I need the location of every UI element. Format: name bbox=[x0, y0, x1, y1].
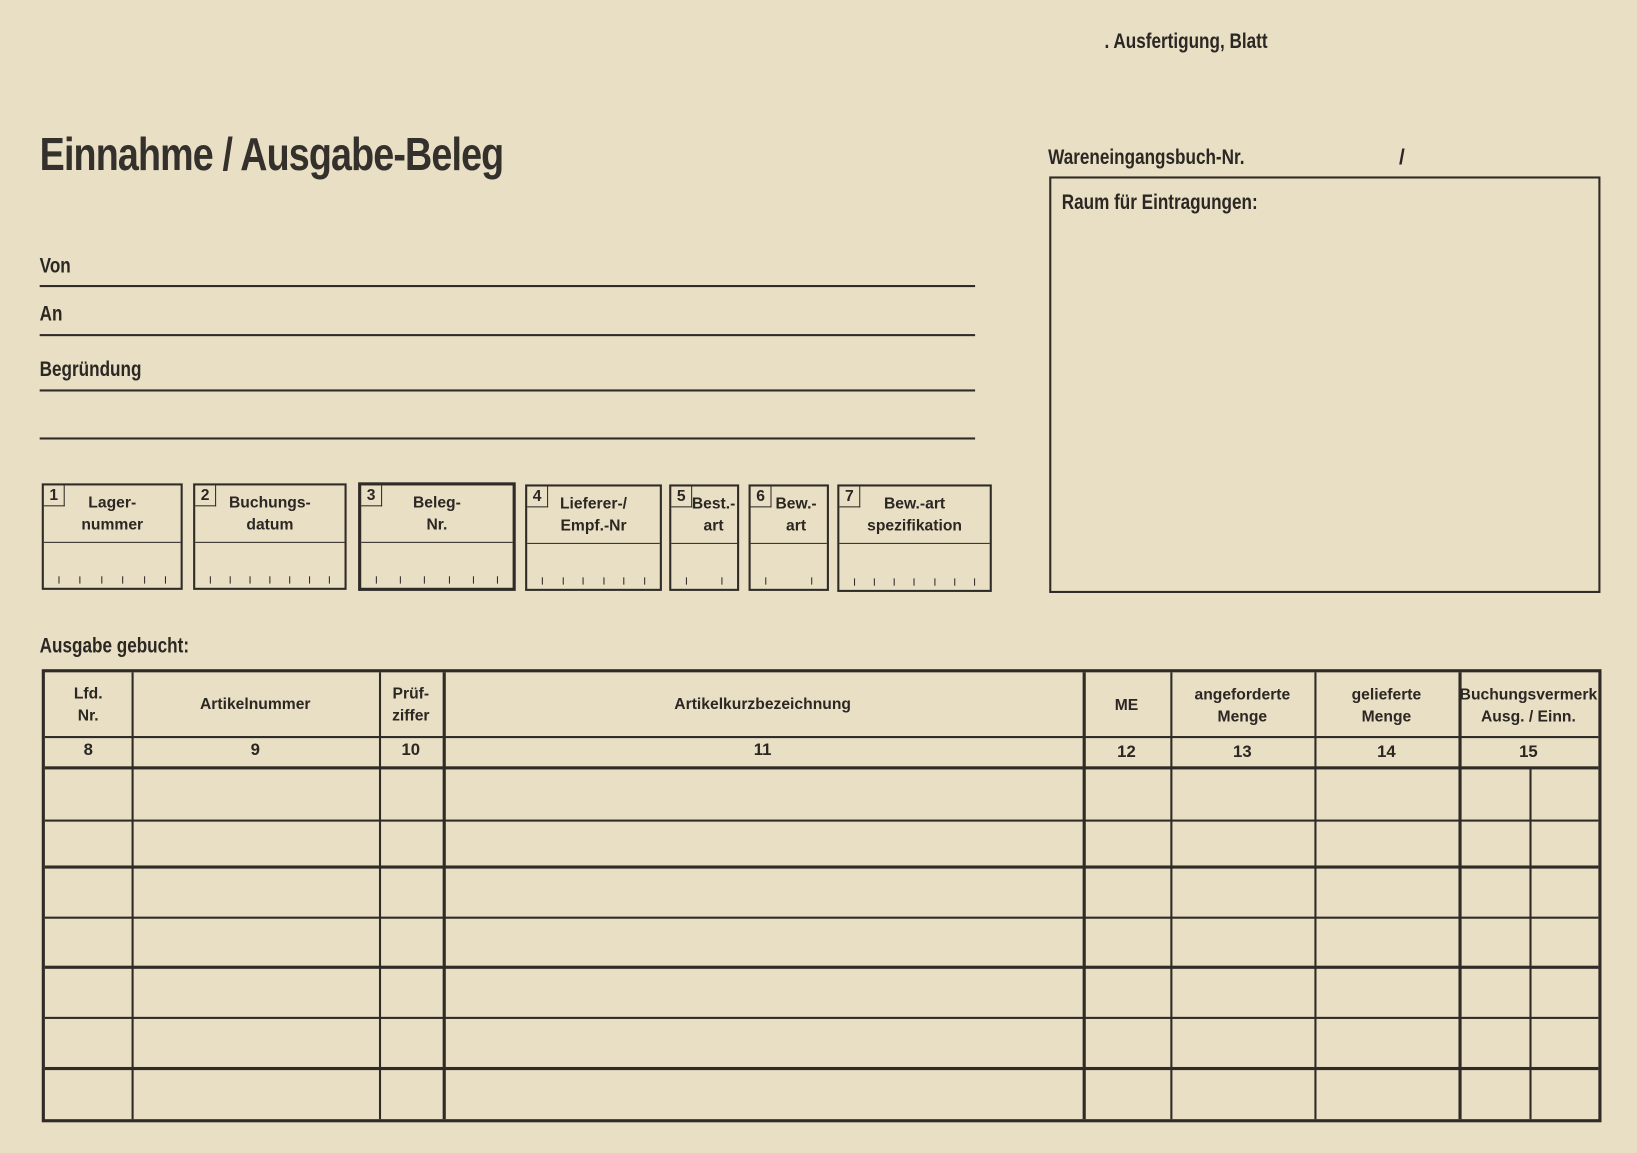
an-field-line[interactable] bbox=[40, 334, 975, 336]
wareneingangsbuch-label: Wareneingangsbuch-Nr. bbox=[1048, 146, 1245, 170]
box-number: 4 bbox=[527, 487, 548, 508]
header-pruefziffer: Prüf- ziffer bbox=[392, 684, 430, 725]
box-bewart-spezifikation[interactable] bbox=[837, 484, 992, 592]
box-label: Best.- art bbox=[691, 494, 736, 535]
header-lfd-nr: Lfd. Nr. bbox=[73, 684, 103, 725]
table-row[interactable] bbox=[45, 822, 1598, 866]
an-label: An bbox=[39, 302, 63, 326]
begruendung-field-line-2[interactable] bbox=[40, 437, 975, 439]
header-artikelkurzbezeichnung: Artikelkurzbezeichnung bbox=[674, 695, 851, 714]
box-lagernummer[interactable] bbox=[42, 483, 183, 589]
table-row[interactable] bbox=[45, 1019, 1598, 1067]
eintragungen-box[interactable] bbox=[1049, 176, 1600, 593]
box-number: 6 bbox=[751, 487, 772, 508]
box-bewart[interactable] bbox=[749, 484, 829, 590]
column-number: 9 bbox=[250, 741, 260, 759]
box-buchungsdatum[interactable] bbox=[193, 483, 346, 589]
header-angeforderte-menge: angeforderte Menge bbox=[1194, 685, 1291, 726]
box-belegnr[interactable] bbox=[358, 482, 516, 591]
box-label: Beleg- Nr. bbox=[412, 493, 461, 534]
eintragungen-label: Raum für Eintragungen: bbox=[1061, 191, 1258, 215]
box-number: 3 bbox=[361, 485, 382, 506]
box-label: Bew.- art bbox=[775, 494, 817, 535]
header-buchungsvermerk: Buchungsvermerk Ausg. / Einn. bbox=[1459, 685, 1598, 726]
table-row[interactable] bbox=[45, 919, 1598, 966]
box-label: Lieferer-/ Empf.-Nr bbox=[559, 494, 628, 535]
table-row[interactable] bbox=[45, 768, 1598, 819]
table-row[interactable] bbox=[45, 869, 1598, 917]
artikel-table bbox=[42, 669, 1602, 1122]
ausgabe-gebucht-label: Ausgabe gebucht: bbox=[39, 634, 190, 658]
column-number: 15 bbox=[1519, 743, 1538, 762]
box-label: Buchungs- datum bbox=[228, 493, 311, 534]
column-number: 11 bbox=[753, 741, 772, 759]
box-label: Bew.-art spezifikation bbox=[867, 494, 962, 535]
header-artikelnummer: Artikelnummer bbox=[199, 695, 311, 714]
column-number: 8 bbox=[83, 741, 93, 759]
column-number: 12 bbox=[1117, 743, 1136, 762]
von-field-line[interactable] bbox=[40, 285, 975, 287]
page-title: Einnahme / Ausgabe-Beleg bbox=[39, 129, 504, 181]
box-lieferer-empf-nr[interactable] bbox=[525, 484, 662, 590]
table-row[interactable] bbox=[45, 1070, 1598, 1119]
column-number: 14 bbox=[1377, 743, 1396, 762]
ausfertigung-label: . Ausfertigung, Blatt bbox=[1104, 30, 1268, 54]
wareneingangsbuch-slash: / bbox=[1398, 146, 1405, 170]
box-number: 1 bbox=[44, 485, 65, 506]
begruendung-field-line[interactable] bbox=[40, 389, 975, 391]
table-row[interactable] bbox=[45, 969, 1598, 1017]
column-number: 13 bbox=[1233, 743, 1252, 762]
box-number: 2 bbox=[195, 485, 216, 506]
header-me: ME bbox=[1114, 696, 1139, 715]
column-number: 10 bbox=[401, 741, 421, 759]
box-bestart[interactable] bbox=[669, 484, 739, 590]
header-gelieferte-menge: gelieferte Menge bbox=[1351, 685, 1422, 726]
box-number: 7 bbox=[839, 487, 860, 508]
von-label: Von bbox=[39, 254, 71, 278]
box-number: 5 bbox=[671, 487, 692, 508]
box-label: Lager- nummer bbox=[81, 493, 144, 534]
begruendung-label: Begründung bbox=[39, 358, 142, 382]
